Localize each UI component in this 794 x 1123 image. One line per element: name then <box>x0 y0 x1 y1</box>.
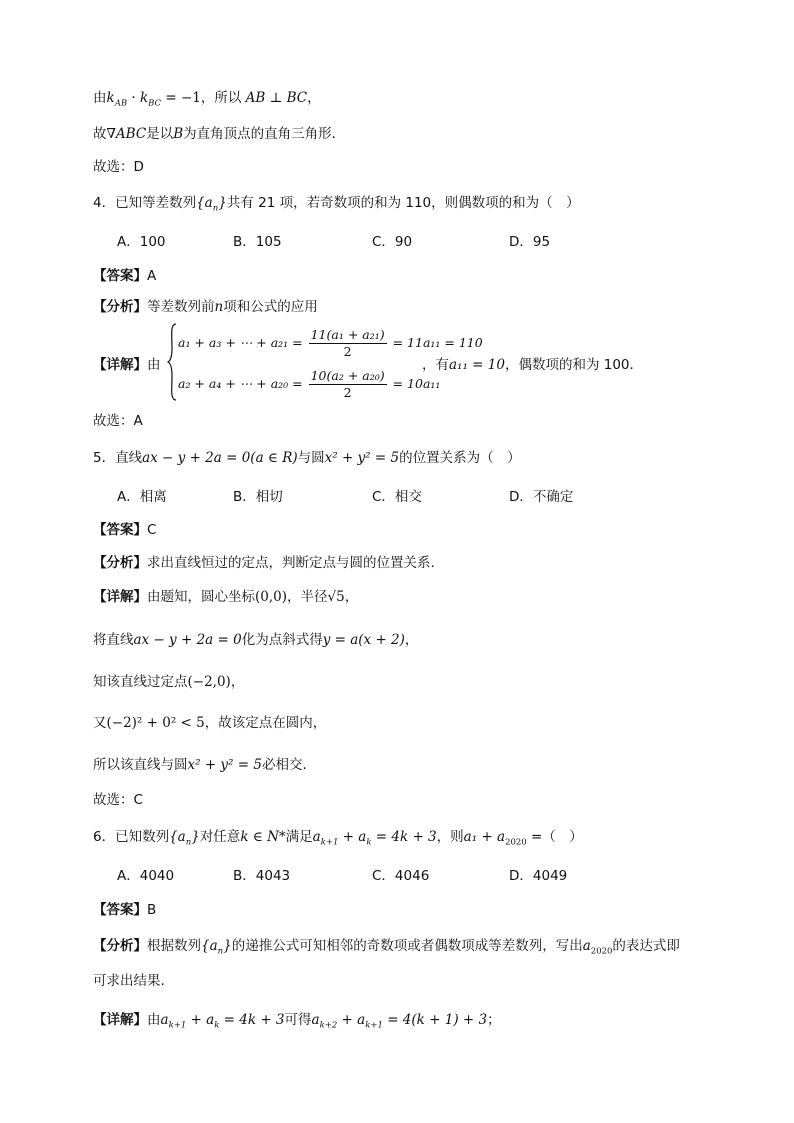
q6-detail: 【详解】由$a_{k+1} + a_k = 4k + 3$可得$a_{k+2} + a_{k+1} = 4(k + 1) + 3$； <box>93 1012 501 1031</box>
q5-detail-4: 又(−2)² + 0² < 5，故该定点在圆内， <box>93 715 327 731</box>
choice-line-prev: 故选：D <box>93 159 144 175</box>
q4-equation-even: a₂ + a₄ + ⋯ + a₂₀ = $\frac{\text{10(a₂ + a₂₀)}}{2}$ = 10a₁₁ <box>178 368 441 400</box>
q4-analysis: 【分析】等差数列前n项和公式的应用 <box>93 299 318 315</box>
q4-equation-odd: a₁ + a₃ + ⋯ + a₂₁ = $\frac{\text{11(a₁ + a₂₁)}}{2}$ = 11a₁₁ = 110 <box>178 327 483 359</box>
q5-detail-2: 将直线ax − y + 2a = 0化为点斜式得y = a(x + 2)， <box>93 632 419 648</box>
text-line-right-triangle: 故∇ABC是以B为直角顶点的直角三角形． <box>93 126 346 142</box>
q6-option-b: B．4043 <box>233 868 291 884</box>
q6-stem: 6．已知数列$\{a_n\}$对任意k ∈ N*满足$a_{k+1} + a_k = 4k + 3$，则$a_1 + a_{2020}$ =（ ） <box>93 829 583 848</box>
q5-option-c: C．相交 <box>372 489 422 505</box>
q5-stem: 5．直线ax − y + 2a = 0(a ∈ R)与圆x² + y² = 5的位置关系为（ ） <box>93 450 521 466</box>
q4-option-b: B．105 <box>233 234 282 250</box>
fraction: $\frac{\text{10(a₂ + a₂₀)}}{2}$ <box>310 368 385 400</box>
q4-option-d: D．95 <box>509 234 551 250</box>
q6-option-a: A．4040 <box>117 868 175 884</box>
q4-option-a: A．100 <box>117 234 166 250</box>
q6-answer: 【答案】B <box>93 902 157 918</box>
q4-detail-conclusion: ，有a₁₁ = 10，偶数项的和为 100． <box>422 357 644 373</box>
q5-detail-5: 所以该直线与圆x² + y² = 5必相交. <box>93 757 307 773</box>
fraction: $\frac{\text{11(a₁ + a₂₁)}}{2}$ <box>310 327 385 359</box>
q4-stem: 4．已知等差数列$\{a_n\}$共有 21 项，若奇数项的和为 110，则偶数项的和为（ ） <box>93 195 580 214</box>
q5-option-b: B．相切 <box>233 489 283 505</box>
left-brace-icon <box>167 323 177 401</box>
q5-option-d: D．不确定 <box>509 489 574 505</box>
q4-detail-label: 【详解】由 <box>93 357 161 373</box>
q4-answer: 【答案】A <box>93 268 157 284</box>
q6-analysis-cont: 可求出结果. <box>93 973 165 989</box>
q5-option-a: A．相离 <box>117 489 167 505</box>
q6-analysis: 【分析】根据数列$\{a_n\}$的递推公式可知相邻的奇数项或者偶数项成等差数列，写出$a_{2020}$的表达式即 <box>93 938 680 957</box>
text-line-perpendicular: 由$k_{AB} \cdot k_{BC} = -1$，所以 AB ⊥ BC， <box>93 90 321 109</box>
q6-option-c: C．4046 <box>372 868 430 884</box>
q5-detail-3: 知该直线过定点(−2,0)， <box>93 674 245 690</box>
q5-choice: 故选：C <box>93 792 143 808</box>
q5-detail-1: 【详解】由题知，圆心坐标(0,0)，半径√5， <box>93 589 359 605</box>
q4-option-c: C．90 <box>372 234 413 250</box>
q6-option-d: D．4049 <box>509 868 568 884</box>
q5-answer: 【答案】C <box>93 522 157 538</box>
q4-choice: 故选：A <box>93 413 143 429</box>
q5-analysis: 【分析】求出直线恒过的定点，判断定点与圆的位置关系. <box>93 555 435 571</box>
